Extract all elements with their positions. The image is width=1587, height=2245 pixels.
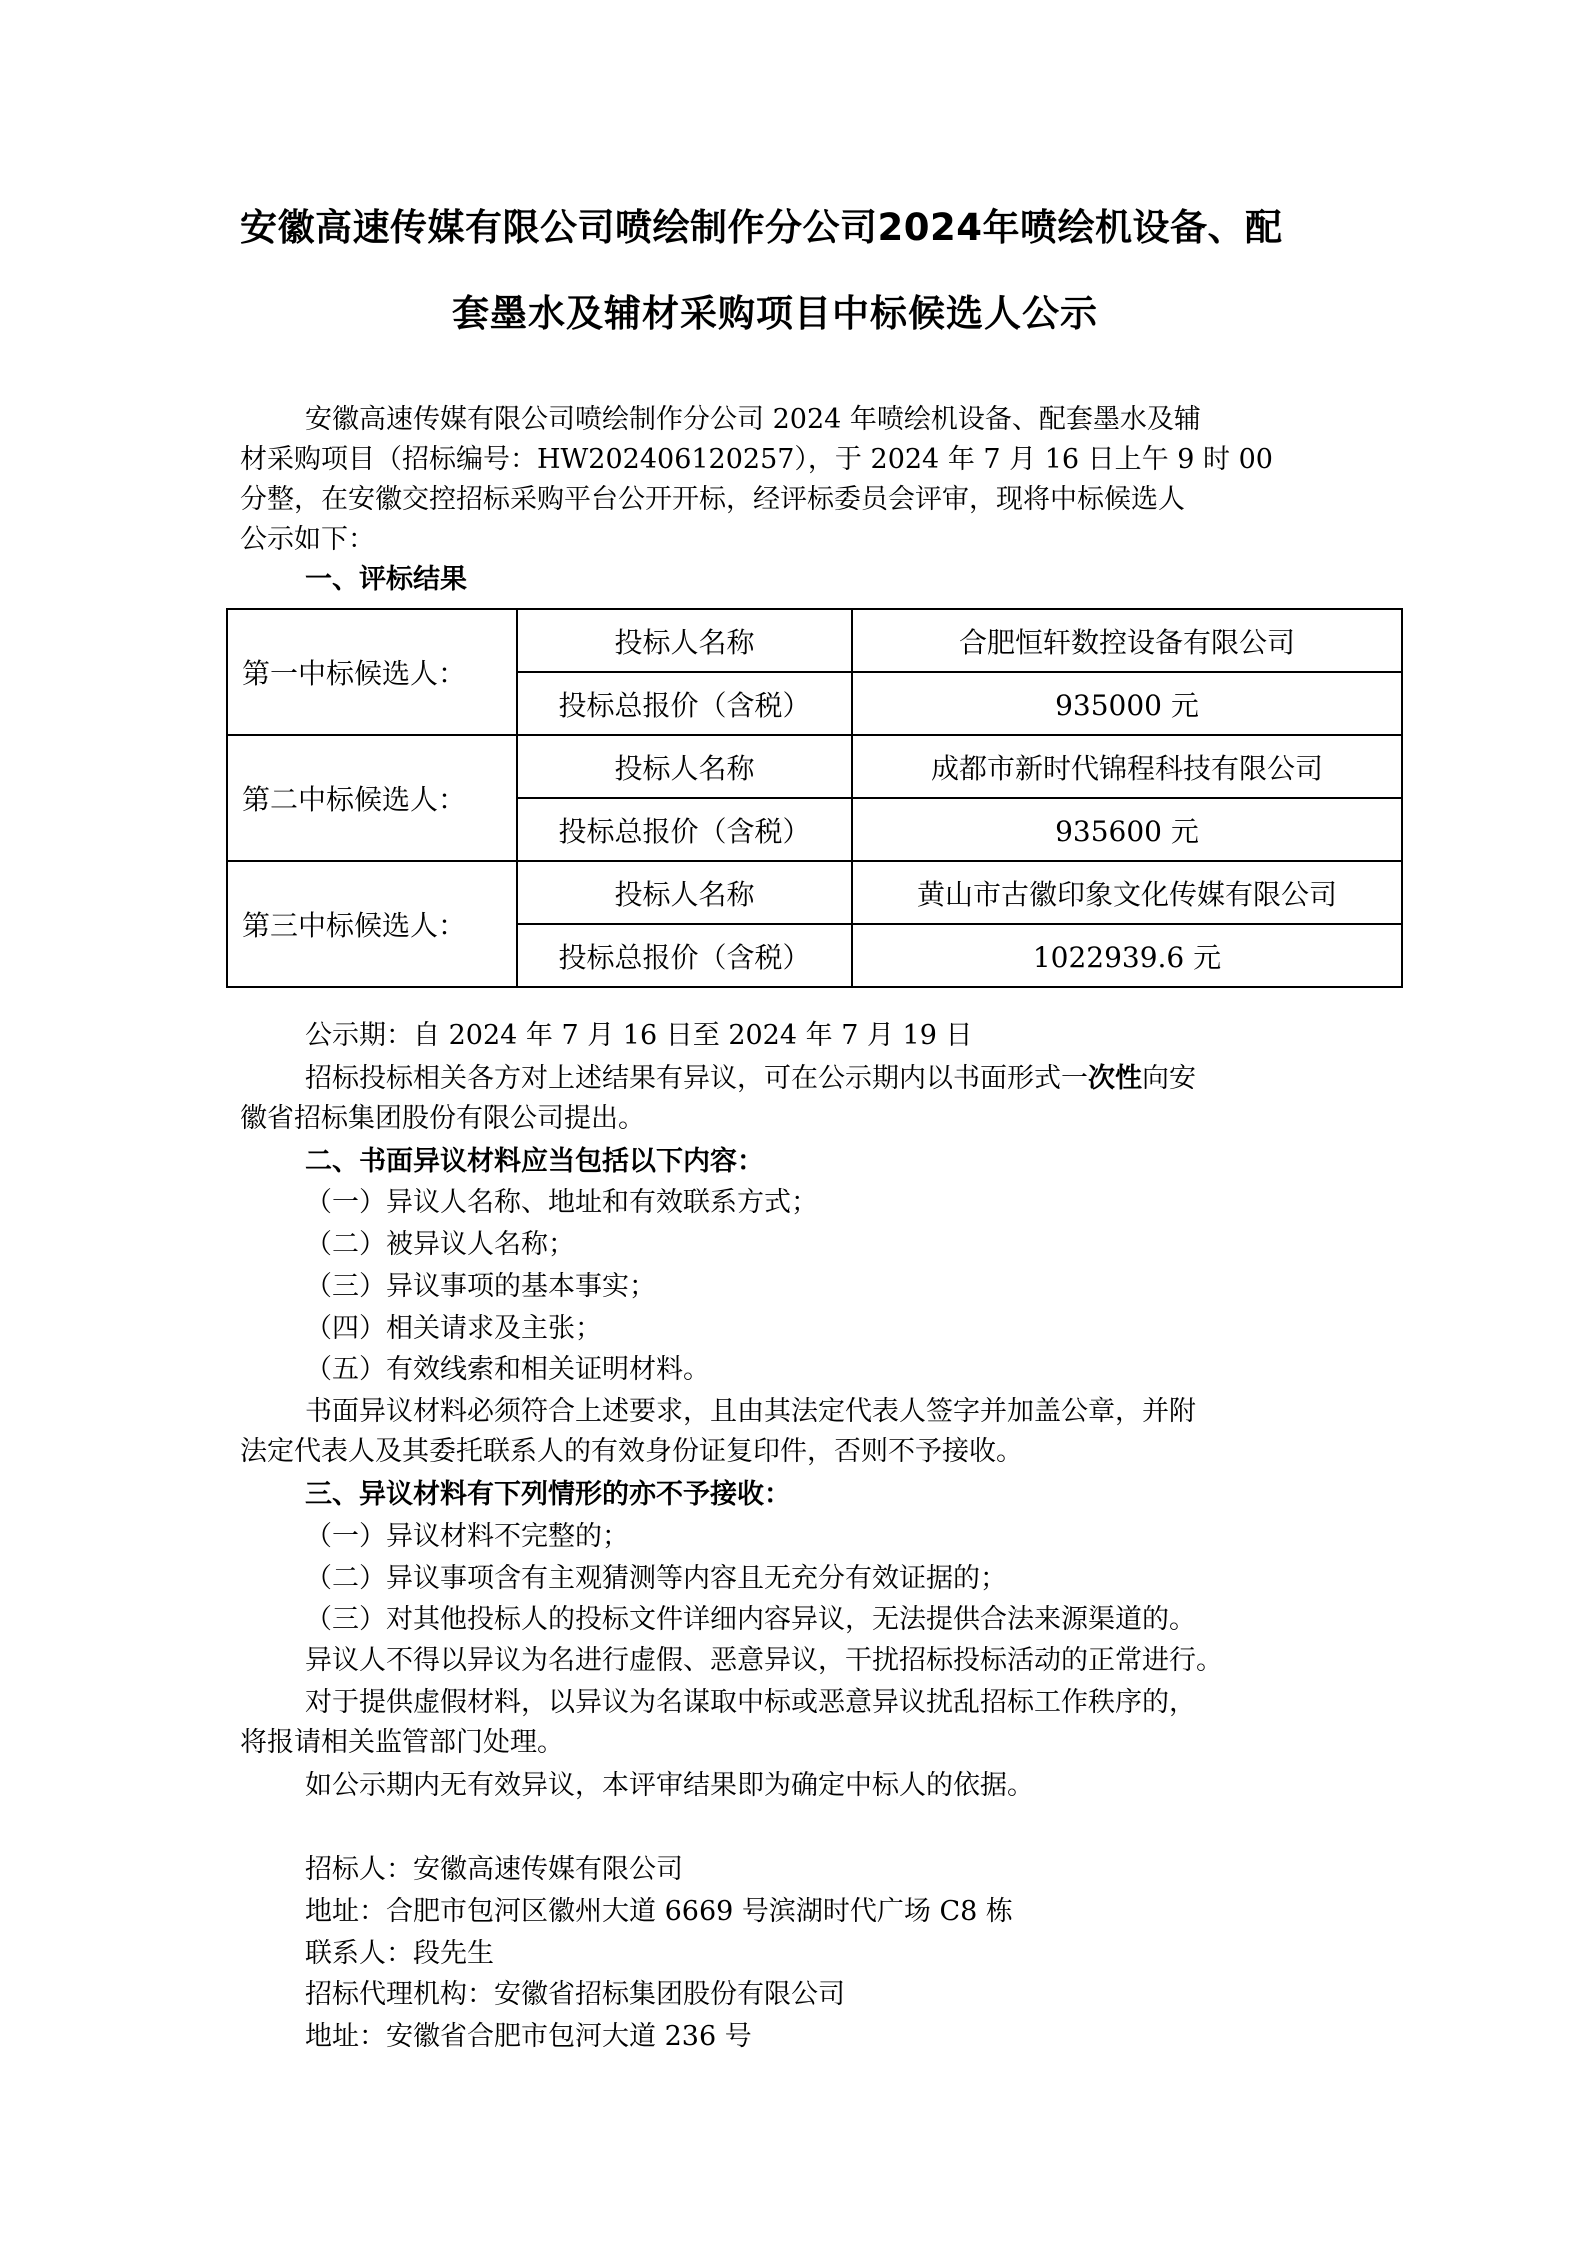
bid-price: 935000 元 <box>852 672 1402 735</box>
table-row <box>227 609 1402 672</box>
document-title-line-1: 安徽高速传媒有限公司喷绘制作分公司2024年喷绘机设备、配 <box>240 206 1283 249</box>
list-item: （二）异议事项含有主观猜测等内容且无充分有效证据的； <box>305 1563 1007 1594</box>
bidder-name: 成都市新时代锦程科技有限公司 <box>852 735 1402 798</box>
candidate-rank: 第一中标候选人： <box>227 609 517 735</box>
tenderer-address: 地址：合肥市包河区徽州大道 6669 号滨湖时代广场 C8 栋 <box>305 1896 1013 1927</box>
bid-price: 935600 元 <box>852 798 1402 861</box>
section-heading-evaluation-result: 一、评标结果 <box>305 564 467 595</box>
bidder-name-label: 投标人名称 <box>517 609 852 672</box>
candidate-rank: 第三中标候选人： <box>227 861 517 987</box>
intro-line-4: 公示如下： <box>240 524 375 555</box>
bidder-name: 合肥恒轩数控设备有限公司 <box>852 609 1402 672</box>
list-item: （四）相关请求及主张； <box>305 1313 602 1344</box>
bid-price-label: 投标总报价（含税） <box>517 924 852 987</box>
final-statement: 如公示期内无有效异议，本评审结果即为确定中标人的依据。 <box>305 1770 1034 1801</box>
list-item: （五）有效线索和相关证明材料。 <box>305 1354 710 1385</box>
section-heading-rejection-cases: 三、异议材料有下列情形的亦不予接收： <box>305 1479 791 1510</box>
document-title-line-2: 套墨水及辅材采购项目中标候选人公示 <box>452 292 1098 335</box>
bidder-name-label: 投标人名称 <box>517 861 852 924</box>
objection-requirement-line-1: 书面异议材料必须符合上述要求，且由其法定代表人签字并加盖公章，并附 <box>305 1396 1196 1427</box>
tenderer: 招标人：安徽高速传媒有限公司 <box>305 1854 683 1885</box>
list-item: （一）异议材料不完整的； <box>305 1521 629 1552</box>
evaluation-result-table <box>226 608 1403 988</box>
bidder-name: 黄山市古徽印象文化传媒有限公司 <box>852 861 1402 924</box>
objection-line-2: 徽省招标集团股份有限公司提出。 <box>240 1103 645 1134</box>
tender-agency: 招标代理机构：安徽省招标集团股份有限公司 <box>305 1979 845 2010</box>
intro-line-2: 材采购项目（招标编号：HW202406120257），于 2024 年 7 月 16 日上午 9 时 00 <box>240 444 1273 475</box>
contact-person: 联系人：段先生 <box>305 1938 494 1969</box>
list-item: （一）异议人名称、地址和有效联系方式； <box>305 1187 818 1218</box>
publicity-period: 公示期：自 2024 年 7 月 16 日至 2024 年 7 月 19 日 <box>305 1020 973 1051</box>
bid-price: 1022939.6 元 <box>852 924 1402 987</box>
list-item: （二）被异议人名称； <box>305 1229 575 1260</box>
penalty-line-1: 对于提供虚假材料，以异议为名谋取中标或恶意异议扰乱招标工作秩序的， <box>305 1687 1196 1718</box>
agency-address: 地址：安徽省合肥市包河大道 236 号 <box>305 2021 752 2052</box>
objection-text-b: 向安 <box>1142 1063 1196 1094</box>
candidate-rank: 第二中标候选人： <box>227 735 517 861</box>
penalty-line-2: 将报请相关监管部门处理。 <box>240 1727 564 1758</box>
objection-text-a: 招标投标相关各方对上述结果有异议，可在公示期内以书面形式一 <box>305 1063 1088 1094</box>
objection-warning: 异议人不得以异议为名进行虚假、恶意异议，干扰招标投标活动的正常进行。 <box>305 1645 1223 1676</box>
list-item: （三）对其他投标人的投标文件详细内容异议，无法提供合法来源渠道的。 <box>305 1604 1196 1635</box>
table-row <box>227 861 1402 924</box>
section-heading-objection-contents: 二、书面异议材料应当包括以下内容： <box>305 1146 764 1177</box>
bid-price-label: 投标总报价（含税） <box>517 672 852 735</box>
bidder-name-label: 投标人名称 <box>517 735 852 798</box>
intro-line-1: 安徽高速传媒有限公司喷绘制作分公司 2024 年喷绘机设备、配套墨水及辅 <box>305 404 1201 435</box>
bid-price-label: 投标总报价（含税） <box>517 798 852 861</box>
objection-requirement-line-2: 法定代表人及其委托联系人的有效身份证复印件，否则不予接收。 <box>240 1436 1023 1467</box>
table-row <box>227 735 1402 798</box>
objection-emphasis: 次性 <box>1088 1063 1142 1094</box>
intro-line-3: 分整，在安徽交控招标采购平台公开开标，经评标委员会评审，现将中标候选人 <box>240 484 1185 515</box>
list-item: （三）异议事项的基本事实； <box>305 1271 656 1302</box>
objection-line-1 <box>305 1059 1415 1098</box>
